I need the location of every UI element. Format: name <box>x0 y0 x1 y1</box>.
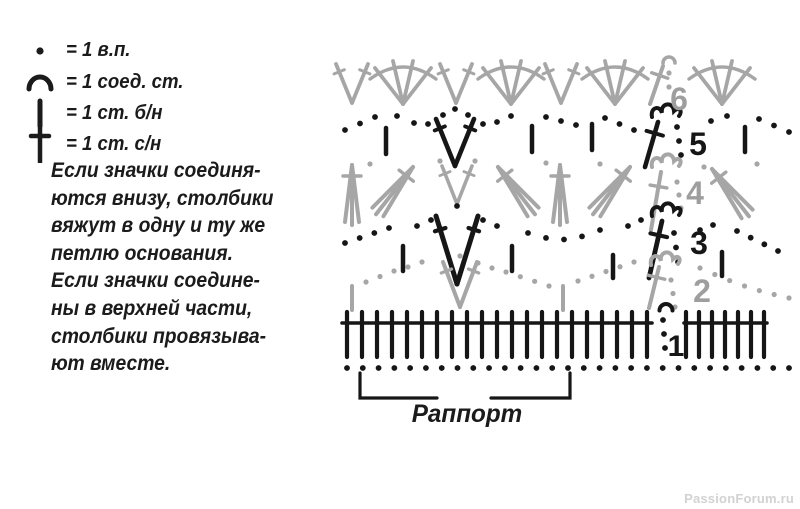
chain-dot <box>661 331 667 337</box>
instruction-line: ны в верхней части, <box>51 296 253 320</box>
cluster3-symbol <box>586 161 637 219</box>
instruction-line: столбики провязыва- <box>51 324 267 348</box>
chain-dot <box>428 217 434 223</box>
chain-dot <box>546 283 551 288</box>
chain-dot <box>575 278 580 283</box>
chain-dot <box>625 223 631 229</box>
chain-dot <box>581 365 587 371</box>
chain-dot <box>470 365 476 371</box>
chain-dot <box>775 248 781 254</box>
chain-dot <box>439 365 445 371</box>
chain-dot <box>670 291 675 296</box>
chain-dot <box>534 365 540 371</box>
cluster3-symbol <box>343 165 361 225</box>
instruction-line: ют вместе. <box>51 352 171 376</box>
v-cluster-tick <box>468 269 478 273</box>
chain-dot <box>644 365 650 371</box>
legend-item-label: = 1 ст. с/н <box>66 132 162 155</box>
cluster3-symbol <box>705 163 756 221</box>
chain-dot <box>771 123 777 129</box>
slip-curl-symbol <box>652 154 681 167</box>
chain-dot <box>532 279 537 284</box>
chain-dot <box>612 365 618 371</box>
chain-dot <box>480 217 486 223</box>
row-number-2: 2 <box>693 273 711 309</box>
chain-dot <box>786 129 792 135</box>
chain-dot <box>419 259 424 264</box>
chain-dot <box>676 138 682 144</box>
chain-dot <box>786 365 792 371</box>
v-cluster-tick <box>435 126 445 130</box>
chain-dot <box>394 113 400 119</box>
chain-dot <box>579 234 585 240</box>
chain-dot <box>407 365 413 371</box>
chain-dot <box>617 121 623 127</box>
chain-dot <box>357 121 363 127</box>
v-cluster-tick <box>569 70 579 74</box>
chain-dot <box>561 237 567 243</box>
row-number-1: 1 <box>667 330 685 363</box>
chain-dot <box>742 283 747 288</box>
instruction-line: ются внизу, столбики <box>51 186 274 210</box>
chain-dot <box>342 127 348 133</box>
dc-crossbar <box>650 233 667 237</box>
chain-dot <box>489 265 494 270</box>
chain-dot <box>543 160 548 165</box>
chain-dot <box>761 241 767 247</box>
instruction-line: Если значки соединя- <box>51 159 261 182</box>
chain-dot <box>367 161 372 166</box>
v-cluster-tick <box>360 70 370 74</box>
rapport-bracket <box>491 373 570 398</box>
chain-dot <box>465 112 471 118</box>
row-number-3: 3 <box>690 225 708 261</box>
chain-dot <box>391 268 396 273</box>
chain-dot <box>558 118 564 124</box>
chain-dot <box>372 114 378 120</box>
chain-dot <box>597 161 602 166</box>
row-number-4: 4 <box>686 175 704 211</box>
cluster3-symbol <box>491 161 542 219</box>
chain-dot <box>754 161 759 166</box>
chain-dot <box>668 277 673 282</box>
chain-dot <box>525 230 531 236</box>
chain-dot <box>673 245 679 251</box>
chain-dot <box>671 230 677 236</box>
chain-dot <box>631 259 636 264</box>
chain-dot <box>724 113 730 119</box>
v-cluster-tick <box>438 70 448 74</box>
chain-dot <box>502 365 508 371</box>
chain-dot <box>573 122 579 128</box>
chain-dot <box>734 228 740 234</box>
chain-dot <box>414 223 420 229</box>
legend-item-label: = 1 соед. ст. <box>66 70 184 93</box>
chain-dot <box>423 365 429 371</box>
chain-dot <box>357 235 363 241</box>
chain-dot <box>723 365 729 371</box>
chain-dot <box>377 274 382 279</box>
chain-dot <box>772 292 777 297</box>
chain-dot <box>597 365 603 371</box>
watermark: PassionForum.ru <box>684 491 794 506</box>
chain-dot <box>755 365 761 371</box>
chain-dot <box>425 121 431 127</box>
v-cluster-tick <box>441 269 451 273</box>
dc-crossbar <box>650 185 667 188</box>
v-cluster-tick <box>435 228 446 231</box>
legend-item-label: = 1 ст. б/н <box>66 101 163 124</box>
chain-dot <box>691 365 697 371</box>
chain-dot <box>674 179 679 184</box>
chain-dot <box>708 118 714 124</box>
chain-dot <box>756 116 762 122</box>
row-number-6: 6 <box>670 81 688 117</box>
chain-dot <box>454 203 460 209</box>
cluster3-symbol <box>369 161 420 219</box>
chain-dot <box>518 365 524 371</box>
dc-crossbar <box>647 131 663 136</box>
chain-dot <box>674 124 680 130</box>
instruction-line: петлю основания. <box>51 241 233 265</box>
chain-dot <box>437 158 442 163</box>
slip-stitch-symbol <box>663 57 675 63</box>
chain-dot <box>748 235 754 241</box>
chain-dot <box>371 230 377 236</box>
chain-dot <box>360 365 366 371</box>
chain-dot <box>363 279 368 284</box>
chain-dot <box>475 260 480 265</box>
chain-dot <box>628 365 634 371</box>
chain-dot <box>631 127 637 133</box>
chain-dot <box>472 158 477 163</box>
chain-dot <box>565 365 571 371</box>
chain-dot <box>660 317 666 323</box>
chain-dot <box>757 288 762 293</box>
chain-dot <box>589 274 594 279</box>
chain-dot <box>701 164 706 169</box>
chain-dot <box>697 265 702 270</box>
instruction-line: Если значки соедине- <box>51 269 260 293</box>
chain-dot <box>494 223 500 229</box>
chain-dot <box>508 113 514 119</box>
chain-dot <box>660 365 666 371</box>
v-cluster-tick <box>464 172 474 176</box>
chain-dot <box>712 272 717 277</box>
v-cluster-tick <box>543 70 553 74</box>
chain-dot <box>386 225 392 231</box>
chain-dot <box>391 365 397 371</box>
chain-dot <box>457 253 462 258</box>
rapport-label: Раппорт <box>411 400 523 428</box>
v-cluster-tick <box>465 126 475 130</box>
chain-dot <box>543 114 549 120</box>
v-cluster-tick <box>464 70 474 74</box>
legend-item-label: = 1 в.п. <box>66 38 131 61</box>
chain-dot <box>342 240 348 246</box>
chain-dot <box>770 365 776 371</box>
chain-dot <box>597 227 603 233</box>
chain-dot <box>376 365 382 371</box>
chain-dot <box>602 115 608 121</box>
v-cluster-tick <box>334 70 344 74</box>
chain-dot <box>503 269 508 274</box>
chain-dot <box>676 192 681 197</box>
v-cluster-tick <box>469 228 480 231</box>
v-cluster-tick <box>440 172 450 176</box>
chain-dot <box>452 106 458 112</box>
chain-dot <box>344 365 350 371</box>
instruction-line: вяжут в одну и ту же <box>51 214 266 238</box>
chain-dot <box>603 269 608 274</box>
chain-dot <box>486 365 492 371</box>
chain-dot <box>739 365 745 371</box>
chain-dot <box>411 120 417 126</box>
chain-dot <box>480 121 486 127</box>
chain-dot <box>710 222 716 228</box>
row-number-5: 5 <box>689 126 707 162</box>
chain-dot <box>405 264 410 269</box>
rapport-bracket <box>360 373 437 398</box>
chain-dot <box>455 365 461 371</box>
cluster3-symbol <box>551 165 569 225</box>
chain-dot <box>494 119 500 125</box>
slip-stitch-symbol <box>660 304 673 310</box>
chain-dot <box>617 264 622 269</box>
chain-dot <box>727 278 732 283</box>
chain-dot <box>440 112 446 118</box>
chain-dot <box>543 235 549 241</box>
chain-dot <box>638 217 644 223</box>
chain-dot <box>676 365 682 371</box>
chain-dot <box>666 70 671 75</box>
chain-dot <box>707 365 713 371</box>
chain-dot <box>518 274 523 279</box>
chain-dot <box>549 365 555 371</box>
chain-dot <box>786 295 791 300</box>
